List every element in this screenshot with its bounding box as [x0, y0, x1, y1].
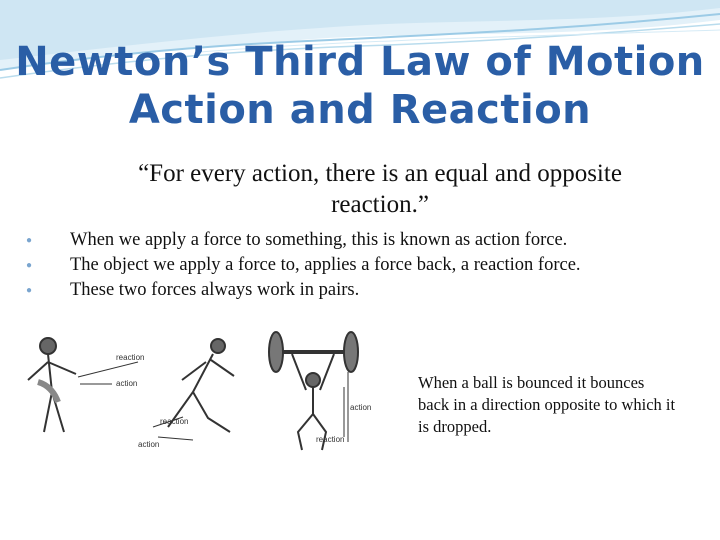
bullet-item: ● The object we apply a force to, applies a force back, a reaction force.	[22, 253, 712, 278]
bullet-icon: ●	[26, 235, 33, 246]
ball-bounce-caption: When a ball is bounced it bounces back in a direction opposite to which it is dropped.	[418, 373, 676, 436]
bullet-icon: ●	[26, 260, 33, 271]
bullet-item: ● When we apply a force to something, this is known as action force.	[22, 228, 712, 253]
label-action-2: action	[138, 440, 160, 449]
quote-line-2: reaction.”	[331, 191, 429, 218]
label-reaction-1: reaction	[116, 353, 145, 362]
label-reaction-2: reaction	[160, 417, 189, 426]
slide-title	[0, 38, 720, 134]
label-action-3: action	[350, 403, 372, 412]
quote-line-1: “For every action, there is an equal and opposite	[138, 160, 622, 187]
title-line-1: Newton’s Third Law of Motion	[15, 39, 705, 85]
bullet-icon: ●	[26, 285, 33, 296]
bullet-item: ● These two forces always work in pairs.	[22, 278, 712, 303]
law-quote	[100, 158, 660, 220]
label-action-1: action	[116, 379, 138, 388]
label-reaction-3: reaction	[316, 435, 345, 444]
action-reaction-illustration	[8, 322, 380, 462]
bullet-list	[22, 228, 712, 303]
title-line-2: Action and Reaction	[128, 87, 592, 133]
